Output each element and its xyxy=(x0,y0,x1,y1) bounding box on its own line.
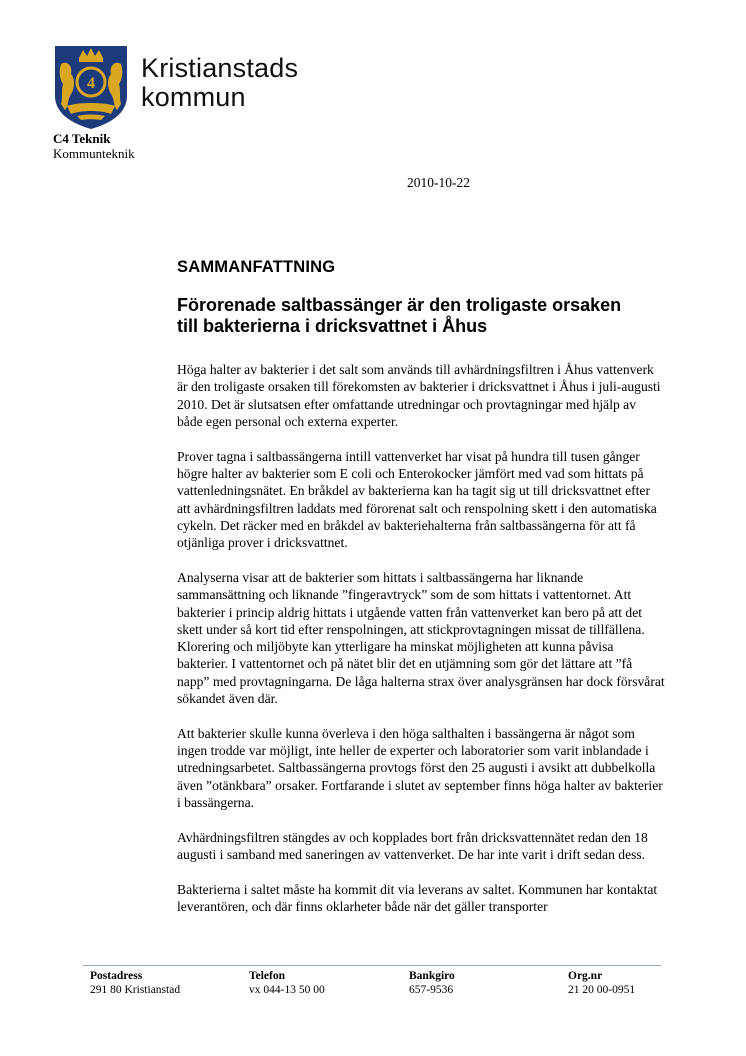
footer-label: Org.nr xyxy=(568,970,603,982)
document-body xyxy=(177,258,677,933)
organization-name xyxy=(141,54,298,112)
paragraph: Att bakterier skulle kunna överleva i den höga salthalten i bassängerna är något som ingen trodde var möjligt, inte heller de experter och laboratorier som varit inblandade i utredningsarbetet. Saltbassängerna provtogs först den 25 augusti i avsikt att dubbelkolla även ”otänkbara” orsaker. Fortfarande i slutet av september finns höga halter av bakterier i bassängerna. xyxy=(177,725,663,811)
paragraph: Höga halter av bakterier i det salt som används till avhärdningsfiltren i Åhus vattenverk är den troligaste orsaken till förekomsten av bakterier i dricksvattnet i Åhus i juli-augusti 2010. Det är slutsatsen efter omfattande utredningar och provtagningar med hjälp av både egen personal och externa experter. xyxy=(177,362,661,429)
footer-label: Telefon xyxy=(249,970,285,982)
kristianstad-coat-of-arms-logo xyxy=(53,44,129,130)
document-subheading: Förorenade saltbassänger är den troligaste orsaken till bakterierna i dricksvattnet i Åhus xyxy=(177,295,622,336)
paragraph: Prover tagna i saltbassängerna intill vattenverket har visat på hundra till tusen gånger högre halter av bakterier som E coli och Enterokocker jämfört med vad som hittats på vattenledningsnätet. En bråkdel av bakterierna kan ha tagit sig ut till dricksvattnet efter att avhärdningsfiltren laddats med förorenat salt och renspolning skett i den automatiska cykeln. Det räcker med en bråkdel av bakteriehalterna från saltbassängerna för att få otjänliga prover i dricksvattnet. xyxy=(177,448,657,551)
footer-phone xyxy=(249,969,325,997)
footer-label: Bankgiro xyxy=(409,970,455,982)
footer-divider xyxy=(83,965,661,966)
footer-value: 657-9536 xyxy=(409,984,454,996)
department-name: Kommunteknik xyxy=(53,146,135,161)
paragraph: Avhärdningsfiltren stängdes av och kopplades bort från dricksvattennätet redan den 18 augusti i samband med saneringen av vattenverket. De har inte varit i drift sedan dess. xyxy=(177,829,648,863)
department-block xyxy=(53,131,135,161)
paragraph: Analyserna visar att de bakterier som hittats i saltbassängerna har liknande sammansättning och liknande ”fingeravtryck” som de som hittats i vattentornet. Att bakterier i princip aldrig hittats i utgående vatten från vattenverket kan bero på att det skett under så kort tid efter renspolningen, att stickprovtagningen missat de tillfällena. Klorering och miljöbyte kan ytterligare ha minskat möjligheten att kunna påvisa bakterier. I vattentornet och på nätet blir det en utjämning som gör det lättare att ”få napp” med provtagningarna. De låga halterna strax över analysgränsen har dock försvårat sökandet även där. xyxy=(177,569,665,707)
department-unit: C4 Teknik xyxy=(53,131,111,146)
footer-value: 21 20 00-0951 xyxy=(568,984,636,996)
svg-text:4: 4 xyxy=(87,75,95,92)
organization-name-line2: kommun xyxy=(141,82,246,112)
footer-org-number xyxy=(568,969,635,997)
footer-value: vx 044-13 50 00 xyxy=(249,984,325,996)
document-heading: SAMMANFATTNING xyxy=(177,258,336,276)
footer-bankgiro xyxy=(409,969,455,997)
footer-postal-address xyxy=(90,969,180,997)
paragraph: Bakterierna i saltet måste ha kommit dit via leverans av saltet. Kommunen har kontaktat leverantören, och där finns oklarheter både när det gäller transporter xyxy=(177,881,658,915)
footer-label: Postadress xyxy=(90,970,143,982)
document-date: 2010-10-22 xyxy=(407,175,470,190)
organization-name-line1: Kristianstads xyxy=(141,53,299,83)
footer-value: 291 80 Kristianstad xyxy=(90,984,181,996)
